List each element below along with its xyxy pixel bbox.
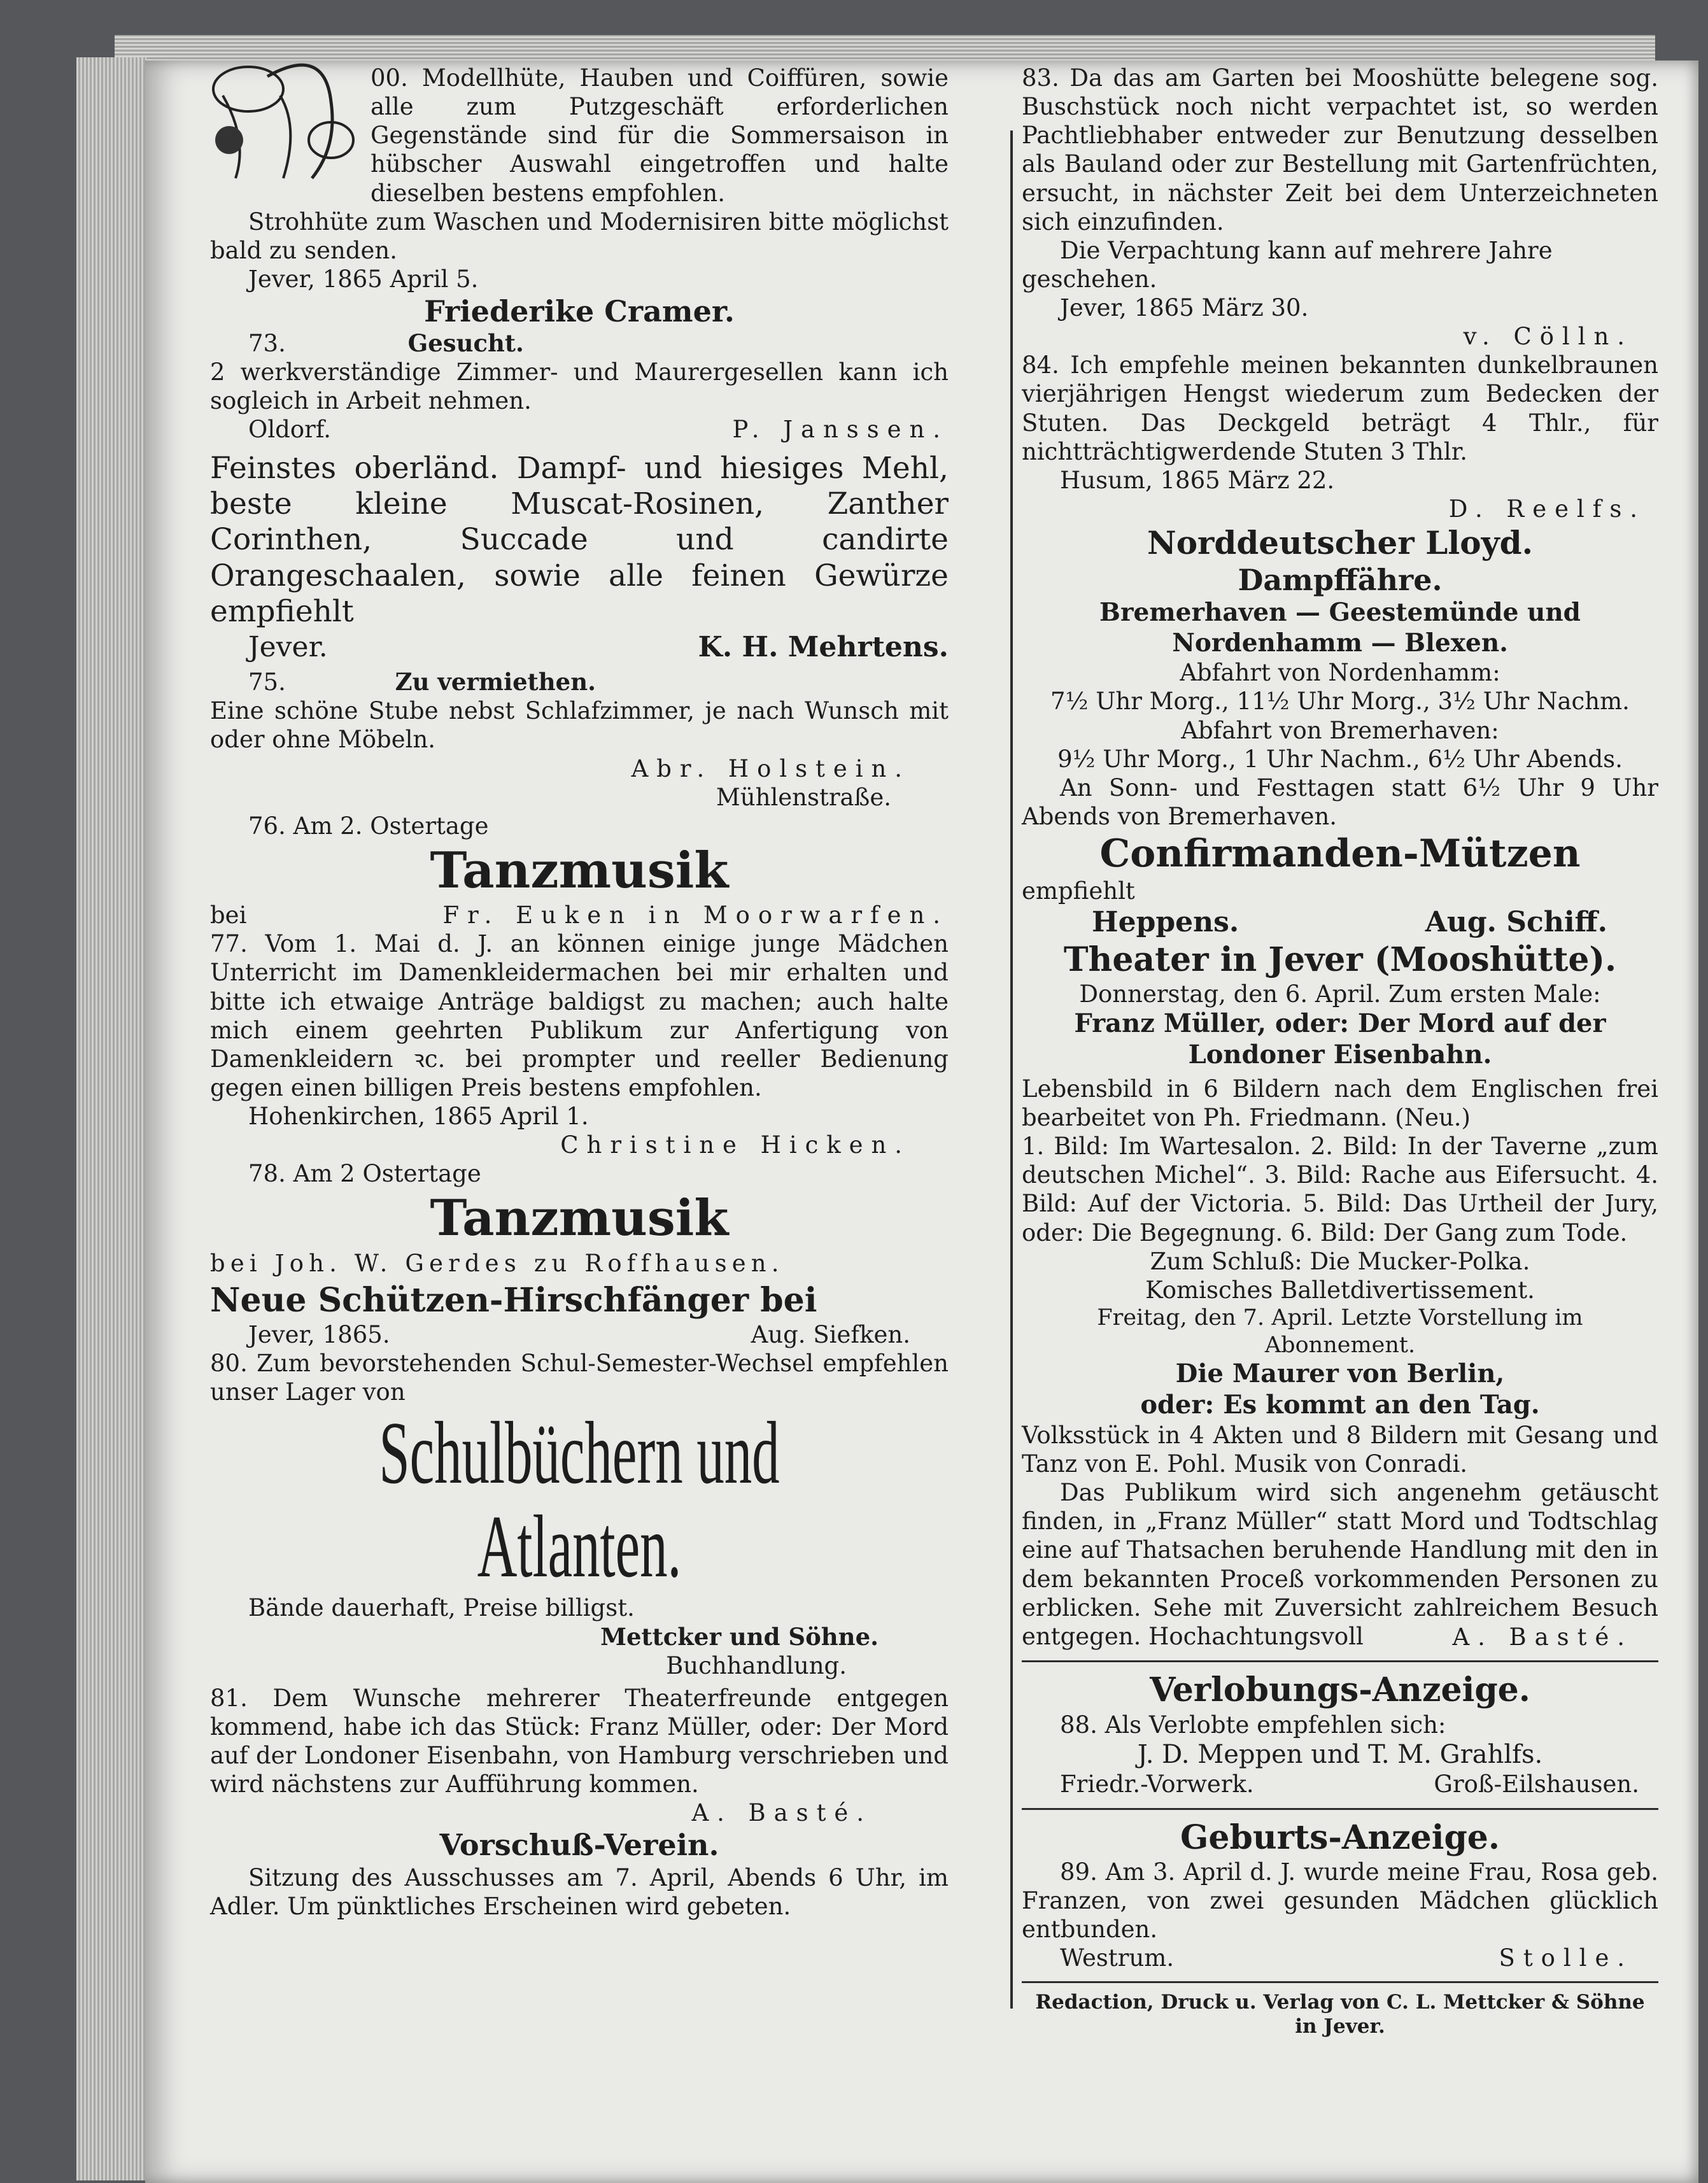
ad-83-place: Jever, 1865 März 30. <box>1060 294 1309 321</box>
ad-75-address: Mühlenstraße. <box>716 783 891 811</box>
ad-81-signature: A. Basté. <box>691 1799 872 1827</box>
lloyd-subheading: Dampffähre. <box>1238 563 1443 597</box>
verlobung-place2: Groß-Eilshausen. <box>1434 1770 1639 1798</box>
ad-84-place: Husum, 1865 März 22. <box>1060 466 1335 494</box>
ad-73-text: 2 werkverständige Zimmer- und Maurergesellen kann ich sogleich in Arbeit nehmen. <box>210 358 949 415</box>
geburt-heading: Geburts-Anzeige. <box>1180 1818 1500 1857</box>
theater-description2: Volksstück in 4 Akten und 8 Bildern mit Gesang und Tanz von E. Pohl. Musik von Conradi. <box>1022 1421 1658 1478</box>
schuetzen-place: Jever, 1865. <box>248 1321 390 1349</box>
ad-73-signature: P. Janssen. <box>732 416 949 444</box>
theater-title1b: Londoner Eisenbahn. <box>1188 1040 1492 1070</box>
column-divider <box>1010 131 1013 2009</box>
confirmanden-empfiehlt: empfiehlt <box>1022 877 1135 905</box>
imprint: Redaction, Druck u. Verlag von C. L. Mettcker & Söhne in Jever. <box>1035 1991 1645 2038</box>
theater-signature: A. Basté. <box>1452 1623 1633 1651</box>
lloyd-note: An Sonn- und Festtagen statt 6½ Uhr 9 Uhr Abends von Bremerhaven. <box>1022 774 1658 830</box>
mehl-ad-signature: K. H. Mehrtens. <box>698 630 949 663</box>
ad-00-strohhuete: Strohhüte zum Waschen und Modernisiren bitte möglichst bald zu senden. <box>210 208 949 264</box>
mehl-ad-text: Feinstes oberländ. Dampf- und hiesiges Mehl, beste kleine Muscat-Rosinen, Zanther Corinthen, Succade und candirte Orangeschaalen, sowie alle feinen Gewürze empfiehlt <box>210 450 949 630</box>
verein-heading: Vorschuß-Verein. <box>439 1828 719 1863</box>
lloyd-heading: Norddeutscher Lloyd. <box>1147 524 1533 562</box>
lloyd-departure2: Abfahrt von Bremerhaven: <box>1181 716 1499 744</box>
schuetzen-signature: Aug. Siefken. <box>751 1321 910 1349</box>
theater-heading: Theater in Jever (Mooshütte). <box>1063 940 1617 979</box>
geburt-text: 89. Am 3. April d. J. wurde meine Frau, Rosa geb. Franzen, von zwei gesunden Mädchen glücklich entbunden. <box>1022 1858 1658 1944</box>
ad-80-buchhandlung: Buchhandlung. <box>666 1651 847 1679</box>
theater-date2: Freitag, den 7. April. Letzte Vorstellung im Abonnement. <box>1097 1304 1583 1358</box>
theater-title2a: Die Maurer von Berlin, <box>1175 1359 1505 1389</box>
verlobung-heading: Verlobungs-Anzeige. <box>1150 1671 1530 1710</box>
lloyd-times2: 9½ Uhr Morg., 1 Uhr Nachm., 6½ Uhr Abends. <box>1057 745 1623 773</box>
ad-00-number: 00. <box>371 64 408 92</box>
right-column <box>1022 64 1658 2039</box>
theater-title1a: Franz Müller, oder: Der Mord auf der <box>1074 1008 1606 1039</box>
verein-text: Sitzung des Ausschusses am 7. April, Abends 6 Uhr, im Adler. Um pünktliches Erscheinen wird gebeten. <box>210 1863 949 1920</box>
ad-83-text: 83. Da das am Garten bei Mooshütte belegene sog. Buschstück noch nicht verpachtet ist, so werden Pachtliebhaber entweder zur Benutzung desselben als Bauland oder zur Bestellung mit Gartenfrüchten, ersucht, in nächster Zeit bei dem Unterzeichneten sich einzufinden. <box>1022 64 1658 236</box>
ad-75-text: Eine schöne Stube nebst Schlafzimmer, je nach Wunsch mit oder ohne Möbeln. <box>210 697 949 754</box>
ad-81-text: 81. Dem Wunsche mehrerer Theaterfreunde entgegen kommend, habe ich das Stück: Franz Müller, oder: Der Mord auf der Londoner Eisenbahn, von Hamburg verschrieben und wird nächstens zur Aufführung kommen. <box>210 1684 949 1798</box>
ad-83-signature: v. Cölln. <box>1463 323 1633 351</box>
ad-75-signature: Abr. Holstein. <box>631 754 910 782</box>
millinery-hats-illustration <box>204 51 363 188</box>
theater-bilder: 1. Bild: Im Wartesalon. 2. Bild: In der Taverne „zum deutschen Michel“. 3. Bild: Rache aus Eifersucht. 4. Bild: Auf der Victoria. 5. Bild: Das Urtheil der Jury, oder: Die Begegnung. 6. Bild: Der Gang zum Tode. <box>1022 1133 1658 1247</box>
lloyd-route2: Nordenhamm — Blexen. <box>1172 628 1508 658</box>
confirmanden-signature: Aug. Schiff. <box>1425 906 1607 939</box>
ad-78-signature: bei Joh. W. Gerdes zu Roffhausen. <box>210 1249 784 1277</box>
lloyd-times1: 7½ Uhr Morg., 11½ Uhr Morg., 3½ Uhr Nachm. <box>1050 688 1630 716</box>
ad-00-text: Modellhüte, Hauben und Coiffüren, sowie alle zum Putzgeschäft erforderlichen Gegenstände sind für die Sommersaison in hübscher Auswahl eingetroffen und halte dieselben bestens empfohlen. <box>371 64 949 207</box>
ad-77-signature: Christine Hicken. <box>560 1131 910 1159</box>
ad-78-line: 78. Am 2 Ostertage <box>248 1160 481 1188</box>
divider <box>1022 1981 1658 1983</box>
ad-80-big-line1: Schulbüchern und <box>379 1404 780 1503</box>
geburt-place: Westrum. <box>1060 1944 1175 1972</box>
divider <box>1022 1660 1658 1662</box>
confirmanden-heading: Confirmanden-Mützen <box>1099 831 1581 877</box>
divider <box>1022 1808 1658 1810</box>
ad-75-heading: Zu vermiethen. <box>395 668 596 696</box>
ad-73-number: 73. <box>248 330 286 358</box>
left-column <box>210 64 949 1921</box>
ad-84-text: 84. Ich empfehle meinen bekannten dunkelbraunen vierjährigen Hengst wiederum zum Bedecken der Stuten. Das Deckgeld beträgt 4 Thlr., für nichtträchtigwerdende Stuten 3 Thlr. <box>1022 351 1658 465</box>
ad-73-place: Oldorf. <box>248 416 331 444</box>
theater-ballet: Komisches Balletdivertissement. <box>1145 1276 1535 1304</box>
ad-00-place: Jever, 1865 April 5. <box>248 265 479 293</box>
ad-80-signature: Mettcker und Söhne. <box>600 1622 879 1651</box>
verlobung-names: J. D. Meppen und T. M. Grahlfs. <box>1137 1739 1543 1769</box>
mehl-ad-place: Jever. <box>248 630 328 663</box>
theater-title2b: oder: Es kommt an den Tag. <box>1140 1390 1540 1420</box>
ad-84-signature: D. Reelfs. <box>1448 495 1646 523</box>
ad-80-big-line2: Atlanten. <box>477 1497 682 1597</box>
ad-76-line: 76. Am 2. Ostertage <box>248 812 489 840</box>
ad-83-text2: Die Verpachtung kann auf mehrere Jahre geschehen. <box>1022 236 1553 293</box>
book-page-edges <box>76 57 146 2180</box>
theater-text: Das Publikum wird sich angenehm getäuscht finden, in „Franz Müller“ statt Mord und Todtschlag eine auf Thatsachen beruhende Handlung mit den in dem bekannten Proceß vorkommenden Personen zu erblicken. Sehe mit Zuversicht zahlreichem Besuch entgegen. Hochachtungsvoll <box>1022 1479 1658 1650</box>
verlobung-text: 88. Als Verlobte empfehlen sich: <box>1060 1711 1446 1739</box>
ad-77-place: Hohenkirchen, 1865 April 1. <box>248 1103 589 1131</box>
ad-78-title: Tanzmusik <box>430 1189 729 1248</box>
theater-schluss: Zum Schluß: Die Mucker-Polka. <box>1150 1247 1530 1275</box>
ad-76-title: Tanzmusik <box>430 841 729 900</box>
ad-80-text2: Bände dauerhaft, Preise billigst. <box>248 1594 635 1622</box>
ad-76-bei: bei <box>210 901 247 929</box>
ad-76-signature: Fr. Euken in Moorwarfen. <box>442 901 949 929</box>
theater-description: Lebensbild in 6 Bildern nach dem Englischen frei bearbeitet von Ph. Friedmann. (Neu.) <box>1022 1075 1658 1132</box>
ad-73-heading: Gesucht. <box>407 329 524 358</box>
theater-date1: Donnerstag, den 6. April. Zum ersten Male: <box>1079 980 1601 1008</box>
ad-00-signature: Friederike Cramer. <box>424 294 735 329</box>
geburt-signature: Stolle. <box>1499 1944 1633 1972</box>
lloyd-departure1: Abfahrt von Nordenhamm: <box>1180 659 1500 687</box>
schuetzen-heading: Neue Schützen-Hirschfänger bei <box>210 1280 817 1320</box>
verlobung-place1: Friedr.-Vorwerk. <box>1060 1770 1254 1798</box>
ad-77-text: 77. Vom 1. Mai d. J. an können einige junge Mädchen Unterricht im Damenkleidermachen bei mir erhalten und bitte ich etwaige Anträge baldigst zu machen; auch halte mich einem geehrten Publikum zur Anfertigung von Damenkleidern ꝛc. bei prompter und reeller Bedienung gegen einen billigen Preis bestens empfohlen. <box>210 930 949 1101</box>
lloyd-route1: Bremerhaven — Geestemünde und <box>1099 598 1581 628</box>
ad-75-number: 75. <box>248 668 286 696</box>
confirmanden-place: Heppens. <box>1092 906 1239 939</box>
ad-80-text: 80. Zum bevorstehenden Schul-Semester-Wechsel empfehlen unser Lager von <box>210 1350 949 1406</box>
